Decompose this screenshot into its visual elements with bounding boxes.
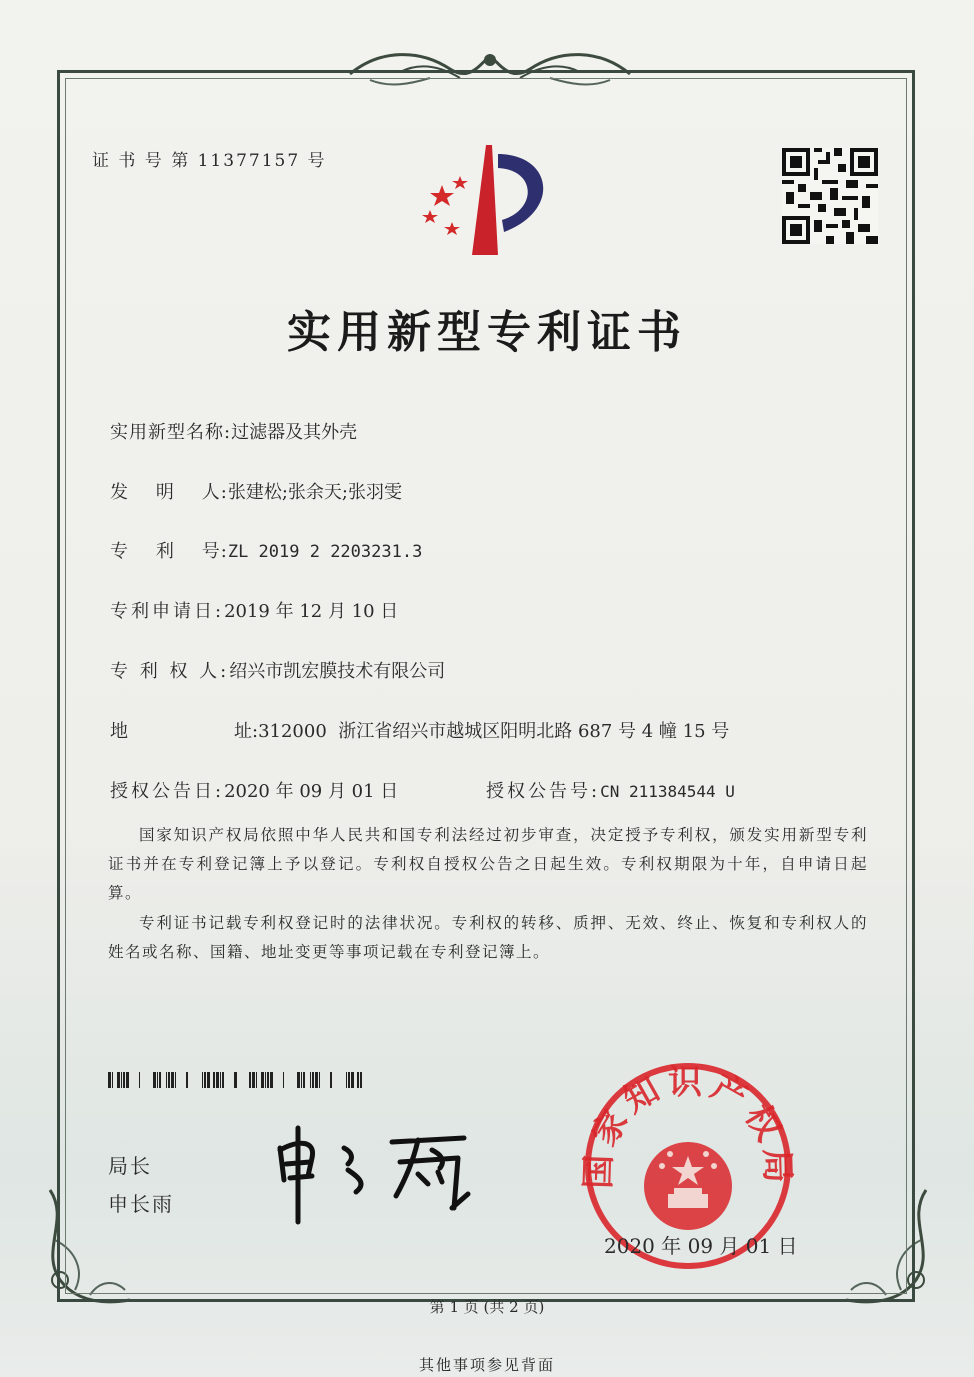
seal-date: 2020 年 09 月 01 日 (604, 1234, 798, 1258)
certificate-number: 证 书 号 第 11377157 号 (92, 151, 327, 171)
director-name: 申长雨 (108, 1192, 174, 1216)
address-label-2: 址: (234, 721, 259, 742)
name-value: 过滤器及其外壳 (231, 422, 358, 443)
seal-text: 国家知识产权局 (578, 1062, 798, 1190)
patentee-value: 绍兴市凯宏膜技术有限公司 (229, 661, 446, 682)
patentee-row (110, 657, 445, 683)
filing-date-label: 专利申请日: (110, 601, 225, 622)
address-row (110, 717, 729, 743)
page-indicator: 第 1 页 (共 2 页) (429, 1298, 545, 1316)
inventor-row (110, 478, 402, 504)
grant-number-value: CN 211384544 U (600, 782, 735, 801)
director-title: 局长 (108, 1154, 152, 1178)
footer-note: 其他事项参见背面 (418, 1356, 555, 1374)
body-paragraph-1: 国家知识产权局依照中华人民共和国专利法经过初步审查，决定授予专利权，颁发实用新型专利证书并在专利登记簿上予以登记。专利权自授权公告之日起生效。专利权期限为十年，自申请日起算。 (108, 826, 868, 902)
cnipa-logo-icon (412, 140, 572, 260)
signature-icon (268, 1118, 488, 1226)
grant-date-row (110, 777, 398, 803)
barcode-icon (108, 1072, 362, 1088)
patent-number-label: 专 利 号: (110, 541, 228, 562)
filing-date-row (110, 597, 398, 623)
grant-number-label: 授权公告号: (486, 781, 601, 802)
utility-model-name-row (110, 418, 357, 444)
grant-date-label: 授权公告日: (110, 781, 225, 802)
address-label-1: 地 (110, 721, 128, 742)
certificate-title: 实用新型专利证书 (287, 307, 687, 358)
patentee-label: 专 利 权 人: (110, 661, 230, 682)
patent-number-value: ZL 2019 2 2203231.3 (227, 542, 423, 562)
body-paragraph-2: 专利证书记载专利权登记时的法律状况。专利权的转移、质押、无效、终止、恢复和专利权人的姓名或名称、国籍、地址变更等事项记载在专利登记簿上。 (108, 914, 868, 961)
filing-date-value: 2019 年 12 月 10 日 (224, 601, 399, 622)
grant-date-value: 2020 年 09 月 01 日 (224, 781, 399, 802)
patent-number-row (110, 537, 422, 563)
name-label: 实用新型名称: (110, 422, 232, 443)
inventor-label: 发 明 人: (110, 482, 228, 503)
grant-number-row (486, 777, 735, 803)
address-value: 312000 浙江省绍兴市越城区阳明北路 687 号 4 幢 15 号 (258, 721, 730, 742)
inventor-value: 张建松;张余天;张羽雯 (227, 482, 402, 503)
qr-code-icon (782, 148, 878, 244)
